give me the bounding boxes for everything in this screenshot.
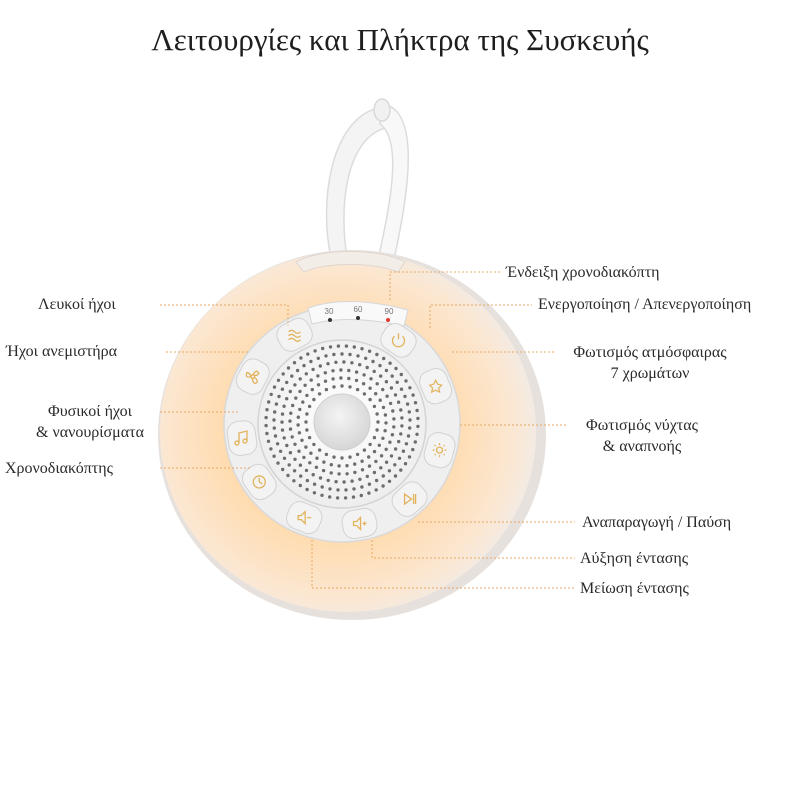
grille-hole <box>364 357 367 360</box>
grille-hole <box>348 385 351 388</box>
grille-hole <box>288 463 291 466</box>
grille-hole <box>304 420 307 423</box>
grille-hole <box>339 376 342 379</box>
label-ambient-light <box>560 342 740 384</box>
grille-hole <box>388 469 391 472</box>
grille-hole <box>308 405 311 408</box>
grille-hole <box>385 461 388 464</box>
grille-hole <box>378 444 381 447</box>
grille-hole <box>287 366 290 369</box>
grille-hole <box>293 383 296 386</box>
grille-hole <box>309 452 312 455</box>
grille-hole <box>299 464 302 467</box>
grille-hole <box>298 390 301 393</box>
grille-hole <box>342 480 345 483</box>
grille-hole <box>380 454 383 457</box>
grille-hole <box>405 442 408 445</box>
grille-hole <box>400 424 403 427</box>
grille-hole <box>299 484 302 487</box>
grille-hole <box>361 468 364 471</box>
grille-hole <box>345 344 348 347</box>
grille-hole <box>289 427 292 430</box>
grille-hole <box>334 480 337 483</box>
grille-hole <box>296 369 299 372</box>
grille-hole <box>345 472 348 475</box>
grille-hole <box>297 450 300 453</box>
grille-hole <box>382 357 385 360</box>
grille-hole <box>411 448 414 451</box>
grille-hole <box>321 485 324 488</box>
grille-hole <box>378 364 381 367</box>
grille-hole <box>400 373 403 376</box>
grille-hole <box>276 442 279 445</box>
grille-hole <box>408 386 411 389</box>
grille-hole <box>394 393 397 396</box>
grille-hole <box>360 460 363 463</box>
grille-hole <box>362 382 365 385</box>
grille-hole <box>315 457 318 460</box>
grille-hole <box>353 462 356 465</box>
grille-hole <box>382 474 385 477</box>
grille-hole <box>289 412 292 415</box>
label-night-line2: & αναπνοής <box>602 438 682 455</box>
grille-hole <box>355 370 358 373</box>
grille-hole <box>360 494 363 497</box>
grille-hole <box>385 380 388 383</box>
grille-hole <box>326 362 329 365</box>
label-nature-sounds <box>20 401 160 443</box>
grille-hole <box>373 436 376 439</box>
timer-mark-30: 30 <box>324 307 334 316</box>
grille-hole <box>375 428 378 431</box>
grille-hole <box>368 398 371 401</box>
grille-hole <box>415 409 418 412</box>
grille-hole <box>400 388 403 391</box>
grille-hole <box>302 364 305 367</box>
grille-hole <box>328 495 331 498</box>
grille-hole <box>385 448 388 451</box>
timer-led-90 <box>386 318 390 322</box>
grille-hole <box>373 471 376 474</box>
grille-hole <box>317 383 320 386</box>
grille-hole <box>356 453 359 456</box>
grille-hole <box>375 488 378 491</box>
grille-hole <box>352 487 355 490</box>
grille-hole <box>391 374 394 377</box>
grille-hole <box>347 377 350 380</box>
grille-hole <box>416 417 419 420</box>
timer-mark-60: 60 <box>353 305 363 314</box>
grille-hole <box>299 377 302 380</box>
grille-hole <box>265 432 268 435</box>
grille-hole <box>394 447 397 450</box>
grille-hole <box>353 345 356 348</box>
grille-hole <box>391 433 394 436</box>
grille-hole <box>350 479 353 482</box>
grille-hole <box>315 466 318 469</box>
grille-hole <box>305 469 308 472</box>
grille-hole <box>375 412 378 415</box>
grille-hole <box>340 384 343 387</box>
grille-hole <box>374 460 377 463</box>
grille-hole <box>373 450 376 453</box>
grille-hole <box>289 451 292 454</box>
grille-hole <box>394 367 397 370</box>
label-white-noise: Λευκοί ήχοι <box>38 296 116 313</box>
grille-hole <box>325 388 328 391</box>
grille-hole <box>368 387 371 390</box>
label-volume-up: Αύξηση έντασης <box>580 550 689 567</box>
grille-hole <box>293 469 296 472</box>
grille-hole <box>305 488 308 491</box>
grille-hole <box>281 412 284 415</box>
grille-hole <box>312 473 315 476</box>
grille-hole <box>344 488 347 491</box>
grille-hole <box>414 401 417 404</box>
grille-hole <box>398 457 401 460</box>
grille-hole <box>293 361 296 364</box>
grille-hole <box>408 418 411 421</box>
grille-hole <box>385 369 388 372</box>
grille-hole <box>345 464 348 467</box>
grille-hole <box>285 444 288 447</box>
grille-hole <box>308 461 311 464</box>
grille-hole <box>416 425 419 428</box>
grille-hole <box>265 408 268 411</box>
grille-hole <box>264 424 267 427</box>
grille-hole <box>379 466 382 469</box>
grille-hole <box>270 393 273 396</box>
grille-hole <box>286 474 289 477</box>
grille-hole <box>360 347 363 350</box>
grille-hole <box>340 352 343 355</box>
grille-hole <box>306 479 309 482</box>
grille-hole <box>355 379 358 382</box>
grille-hole <box>328 487 331 490</box>
grille-hole <box>305 372 308 375</box>
grille-hole <box>267 440 270 443</box>
grille-hole <box>321 347 324 350</box>
label-nature-line1: Φυσικοί ήχοι <box>48 403 132 420</box>
label-play-pause: Αναπαραγωγή / Παύση <box>582 514 732 531</box>
grille-hole <box>269 447 272 450</box>
grille-hole <box>360 485 363 488</box>
grille-hole <box>288 419 291 422</box>
grille-hole <box>384 421 387 424</box>
grille-hole <box>292 479 295 482</box>
grille-hole <box>306 352 309 355</box>
grille-hole <box>368 483 371 486</box>
grille-hole <box>304 445 307 448</box>
grille-hole <box>285 381 288 384</box>
grille-hole <box>283 436 286 439</box>
grille-hole <box>344 496 347 499</box>
grille-hole <box>336 488 339 491</box>
grille-hole <box>379 374 382 377</box>
grille-hole <box>358 478 361 481</box>
grille-hole <box>358 363 361 366</box>
grille-hole <box>383 429 386 432</box>
grille-hole <box>280 420 283 423</box>
grille-hole <box>379 399 382 402</box>
grille-hole <box>389 402 392 405</box>
grille-hole <box>272 418 275 421</box>
grille-hole <box>350 361 353 364</box>
page-title: Λειτουργίες και Πλήκτρα της Συσκευής <box>151 22 649 57</box>
grille-hole <box>322 469 325 472</box>
grille-hole <box>305 412 308 415</box>
grille-hole <box>283 457 286 460</box>
grille-hole <box>312 443 315 446</box>
grille-hole <box>281 388 284 391</box>
timer-led-60 <box>356 316 360 320</box>
grille-hole <box>293 443 296 446</box>
timer-mark-90: 90 <box>384 307 394 316</box>
grille-hole <box>368 443 371 446</box>
grille-hole <box>325 453 328 456</box>
grille-hole <box>303 384 306 387</box>
grille-hole <box>396 381 399 384</box>
grille-hole <box>311 368 314 371</box>
hanging-strap <box>327 99 409 268</box>
grille-hole <box>309 360 312 363</box>
grille-hole <box>392 425 395 428</box>
grille-hole <box>324 371 327 374</box>
grille-hole <box>273 426 276 429</box>
label-power: Ενεργοποίηση / Απενεργοποίηση <box>538 296 752 313</box>
label-ambient-line2: 7 χρωμάτων <box>610 365 690 382</box>
grille-hole <box>337 472 340 475</box>
label-timer: Χρονοδιακόπτης <box>5 460 113 477</box>
grille-hole <box>385 395 388 398</box>
grille-hole <box>408 426 411 429</box>
grille-hole <box>356 388 359 391</box>
grille-hole <box>411 393 414 396</box>
label-volume-down: Μείωση έντασης <box>580 580 689 597</box>
grille-hole <box>330 463 333 466</box>
grille-hole <box>299 356 302 359</box>
grille-hole <box>397 401 400 404</box>
grille-hole <box>296 423 299 426</box>
grille-hole <box>332 353 335 356</box>
grille-hole <box>381 388 384 391</box>
grille-hole <box>337 464 340 467</box>
grille-hole <box>407 434 410 437</box>
grille-hole <box>391 409 394 412</box>
grille-hole <box>273 385 276 388</box>
grille-hole <box>376 420 379 423</box>
grille-hole <box>394 474 397 477</box>
grille-hole <box>334 361 337 364</box>
grille-hole <box>318 392 321 395</box>
grille-hole <box>342 360 345 363</box>
grille-hole <box>324 380 327 383</box>
grille-hole <box>264 416 267 419</box>
grille-hole <box>317 357 320 360</box>
grille-hole <box>298 408 301 411</box>
nature-button[interactable] <box>226 419 258 457</box>
grille-hole <box>299 474 302 477</box>
grille-hole <box>348 455 351 458</box>
grille-hole <box>388 480 391 483</box>
grille-hole <box>366 366 369 369</box>
grille-hole <box>298 431 301 434</box>
grille-hole <box>305 394 308 397</box>
grille-hole <box>402 450 405 453</box>
grille-hole <box>403 395 406 398</box>
grille-hole <box>404 379 407 382</box>
grille-hole <box>399 408 402 411</box>
grille-hole <box>399 432 402 435</box>
label-night-light <box>572 415 712 457</box>
grille-hole <box>347 369 350 372</box>
grille-hole <box>313 483 316 486</box>
grille-hole <box>302 456 305 459</box>
grille-hole <box>356 354 359 357</box>
grille-hole <box>279 450 282 453</box>
grille-hole <box>390 454 393 457</box>
label-timer-indicator: Ένδειξη χρονοδιακόπτη <box>506 264 660 281</box>
grille-hole <box>320 494 323 497</box>
label-nature-line2: & νανουρίσματα <box>36 424 144 441</box>
grille-hole <box>371 360 374 363</box>
grille-hole <box>332 455 335 458</box>
grille-hole <box>291 404 294 407</box>
grille-hole <box>331 377 334 380</box>
grille-hole <box>289 390 292 393</box>
grille-hole <box>414 440 417 443</box>
grille-hole <box>362 373 365 376</box>
grille-hole <box>305 428 308 431</box>
grille-hole <box>373 370 376 373</box>
grille-hole <box>281 468 284 471</box>
grille-hole <box>319 476 322 479</box>
grille-hole <box>312 398 315 401</box>
grille-hole <box>273 410 276 413</box>
grille-hole <box>352 495 355 498</box>
grille-hole <box>368 464 371 467</box>
grille-hole <box>267 400 270 403</box>
grille-hole <box>400 416 403 419</box>
grille-hole <box>290 374 293 377</box>
grille-hole <box>300 439 303 442</box>
grille-hole <box>397 440 400 443</box>
grille-hole <box>322 460 325 463</box>
grille-hole <box>276 461 279 464</box>
grille-hole <box>390 386 393 389</box>
grille-hole <box>373 405 376 408</box>
grille-hole <box>406 402 409 405</box>
grille-hole <box>384 413 387 416</box>
grille-hole <box>331 369 334 372</box>
grille-hole <box>381 437 384 440</box>
grille-hole <box>381 484 384 487</box>
grille-hole <box>319 364 322 367</box>
grille-hole <box>330 471 333 474</box>
grille-hole <box>382 406 385 409</box>
grille-hole <box>327 479 330 482</box>
grille-hole <box>375 479 378 482</box>
grille-hole <box>324 354 327 357</box>
grille-hole <box>272 455 275 458</box>
grille-hole <box>339 368 342 371</box>
label-fan-sounds: Ήχοι ανεμιστήρα <box>6 343 117 360</box>
grille-hole <box>392 417 395 420</box>
grille-hole <box>366 475 369 478</box>
grille-hole <box>277 395 280 398</box>
timer-led-30 <box>328 318 332 322</box>
grille-hole <box>281 428 284 431</box>
grille-hole <box>393 463 396 466</box>
grille-hole <box>374 392 377 395</box>
grille-hole <box>297 416 300 419</box>
grille-hole <box>408 410 411 413</box>
grille-hole <box>363 448 366 451</box>
control-panel <box>224 306 460 542</box>
grille-hole <box>369 377 372 380</box>
grille-hole <box>282 405 285 408</box>
grille-hole <box>376 382 379 385</box>
grille-hole <box>282 372 285 375</box>
label-night-line1: Φωτισμός νύχτας <box>586 417 698 434</box>
grille-hole <box>408 455 411 458</box>
grille-hole <box>336 496 339 499</box>
grille-hole <box>313 491 316 494</box>
grille-hole <box>274 434 277 437</box>
grille-hole <box>367 491 370 494</box>
grille-hole <box>308 436 311 439</box>
grille-hole <box>291 435 294 438</box>
grille-hole <box>353 471 356 474</box>
grille-hole <box>415 433 418 436</box>
grille-hole <box>329 345 332 348</box>
grille-hole <box>388 362 391 365</box>
grille-hole <box>313 349 316 352</box>
grille-hole <box>332 385 335 388</box>
grille-hole <box>340 456 343 459</box>
grille-hole <box>399 468 402 471</box>
grille-hole <box>404 462 407 465</box>
grille-hole <box>285 397 288 400</box>
grille-hole <box>310 378 313 381</box>
grille-hole <box>367 455 370 458</box>
grille-hole <box>388 441 391 444</box>
grille-hole <box>275 402 278 405</box>
grille-hole <box>277 379 280 382</box>
grille-hole <box>311 388 314 391</box>
grille-hole <box>294 396 297 399</box>
grille-hole <box>348 353 351 356</box>
grille-hole <box>318 448 321 451</box>
grille-hole <box>363 392 366 395</box>
grille-hole <box>368 350 371 353</box>
label-ambient-line1: Φωτισμός ατμόσφαιρας <box>573 344 727 361</box>
grille-hole <box>293 458 296 461</box>
grille-hole <box>337 344 340 347</box>
grille-hole <box>301 400 304 403</box>
grille-hole <box>316 374 319 377</box>
grille-hole <box>375 353 378 356</box>
